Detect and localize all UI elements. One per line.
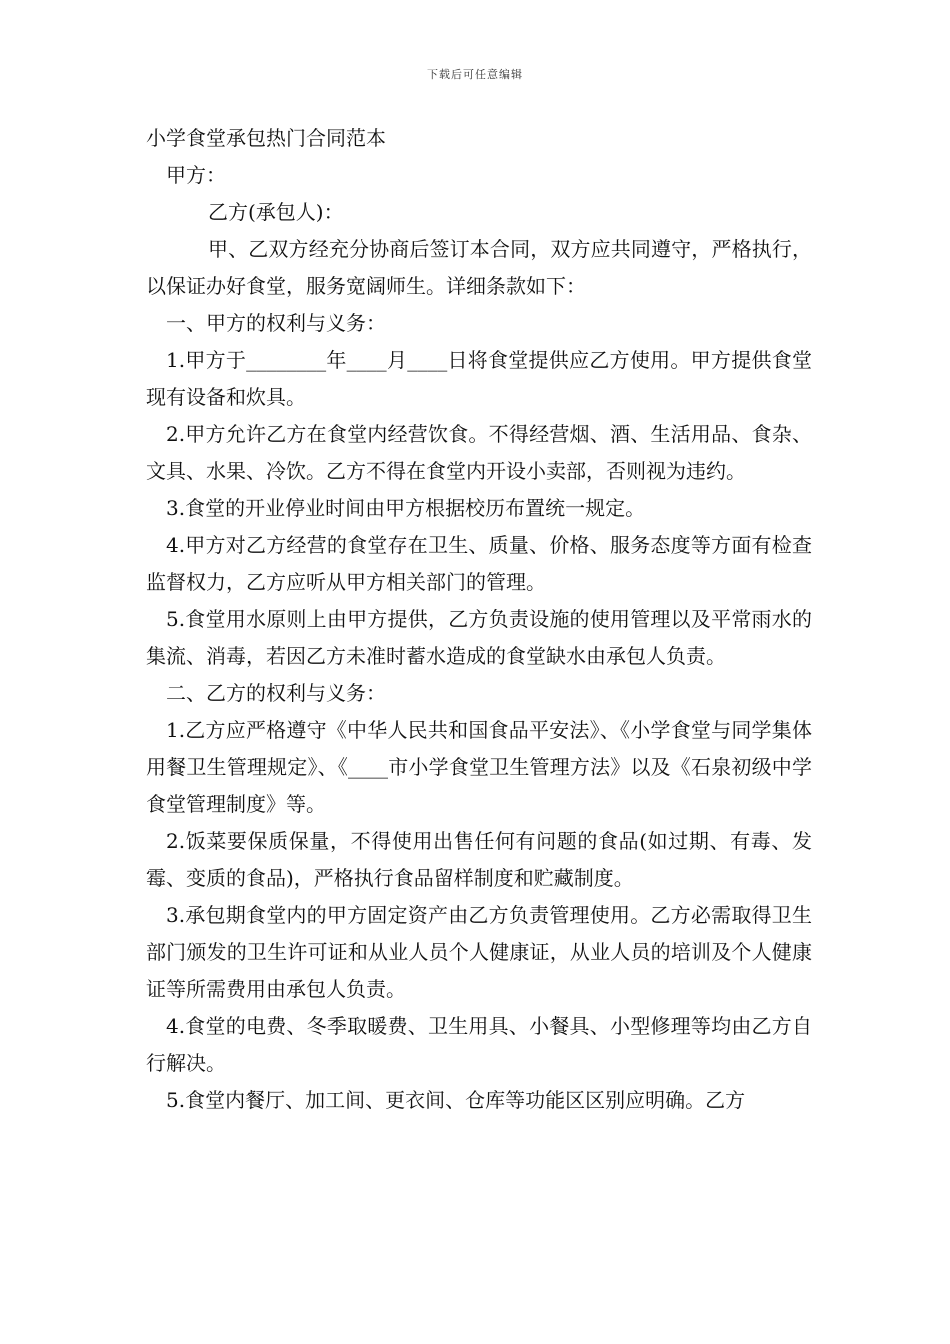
section-1-item: 3.食堂的开业停业时间由甲方根据校历布置统一规定。 <box>166 496 646 520</box>
section-2-item: 3.承包期食堂内的甲方固定资产由乙方负责管理使用。乙方必需取得卫生部门颁发的卫生许可证和从业人员个人健康证，从业人员的培训及个人健康证等所需费用由承包人负责。 <box>146 903 812 1001</box>
party-a-line: 甲方： <box>166 163 226 187</box>
section-2-item: 4.食堂的电费、冬季取暖费、卫生用具、小餐具、小型修理等均由乙方自行解决。 <box>146 1014 812 1075</box>
section-1-item: 2.甲方允许乙方在食堂内经营饮食。不得经营烟、酒、生活用品、食杂、文具、水果、冷饮。乙方不得在食堂内开设小卖部，否则视为违约。 <box>146 422 812 483</box>
intro-paragraph: 甲、乙双方经充分协商后签订本合同，双方应共同遵守，严格执行，以保证办好食堂，服务宽阔师生。详细条款如下： <box>146 237 812 298</box>
section-1-item: 5.食堂用水原则上由甲方提供，乙方负责设施的使用管理以及平常雨水的集流、消毒，若因乙方未准时蓄水造成的食堂缺水由承包人负责。 <box>146 607 812 668</box>
section-1-item: 4.甲方对乙方经营的食堂存在卫生、质量、价格、服务态度等方面有检查监督权力，乙方应听从甲方相关部门的管理。 <box>146 533 812 594</box>
section-2-item: 2.饭菜要保质保量，不得使用出售任何有问题的食品(如过期、有毒、发霉、变质的食品)，严格执行食品留样制度和贮藏制度。 <box>146 829 812 890</box>
section-2-item: 5.食堂内餐厅、加工间、更衣间、仓库等功能区区别应明确。乙方 <box>166 1088 746 1112</box>
section-1-item: 1.甲方于________年____月____日将食堂提供应乙方使用。甲方提供食堂现有设备和炊具。 <box>146 348 812 409</box>
party-b-line: 乙方(承包人)： <box>208 200 344 224</box>
section-2-heading: 二、乙方的权利与义务： <box>166 681 386 705</box>
document-body <box>146 120 812 1119</box>
section-1-heading: 一、甲方的权利与义务： <box>166 311 386 335</box>
section-2-item: 1.乙方应严格遵守《中华人民共和国食品平安法》、《小学食堂与同学集体用餐卫生管理规定》、《____市小学食堂卫生管理方法》以及《石泉初级中学食堂管理制度》等。 <box>146 718 812 816</box>
page-header-note: 下载后可任意编辑 <box>427 68 523 81</box>
document-title: 小学食堂承包热门合同范本 <box>146 126 386 150</box>
